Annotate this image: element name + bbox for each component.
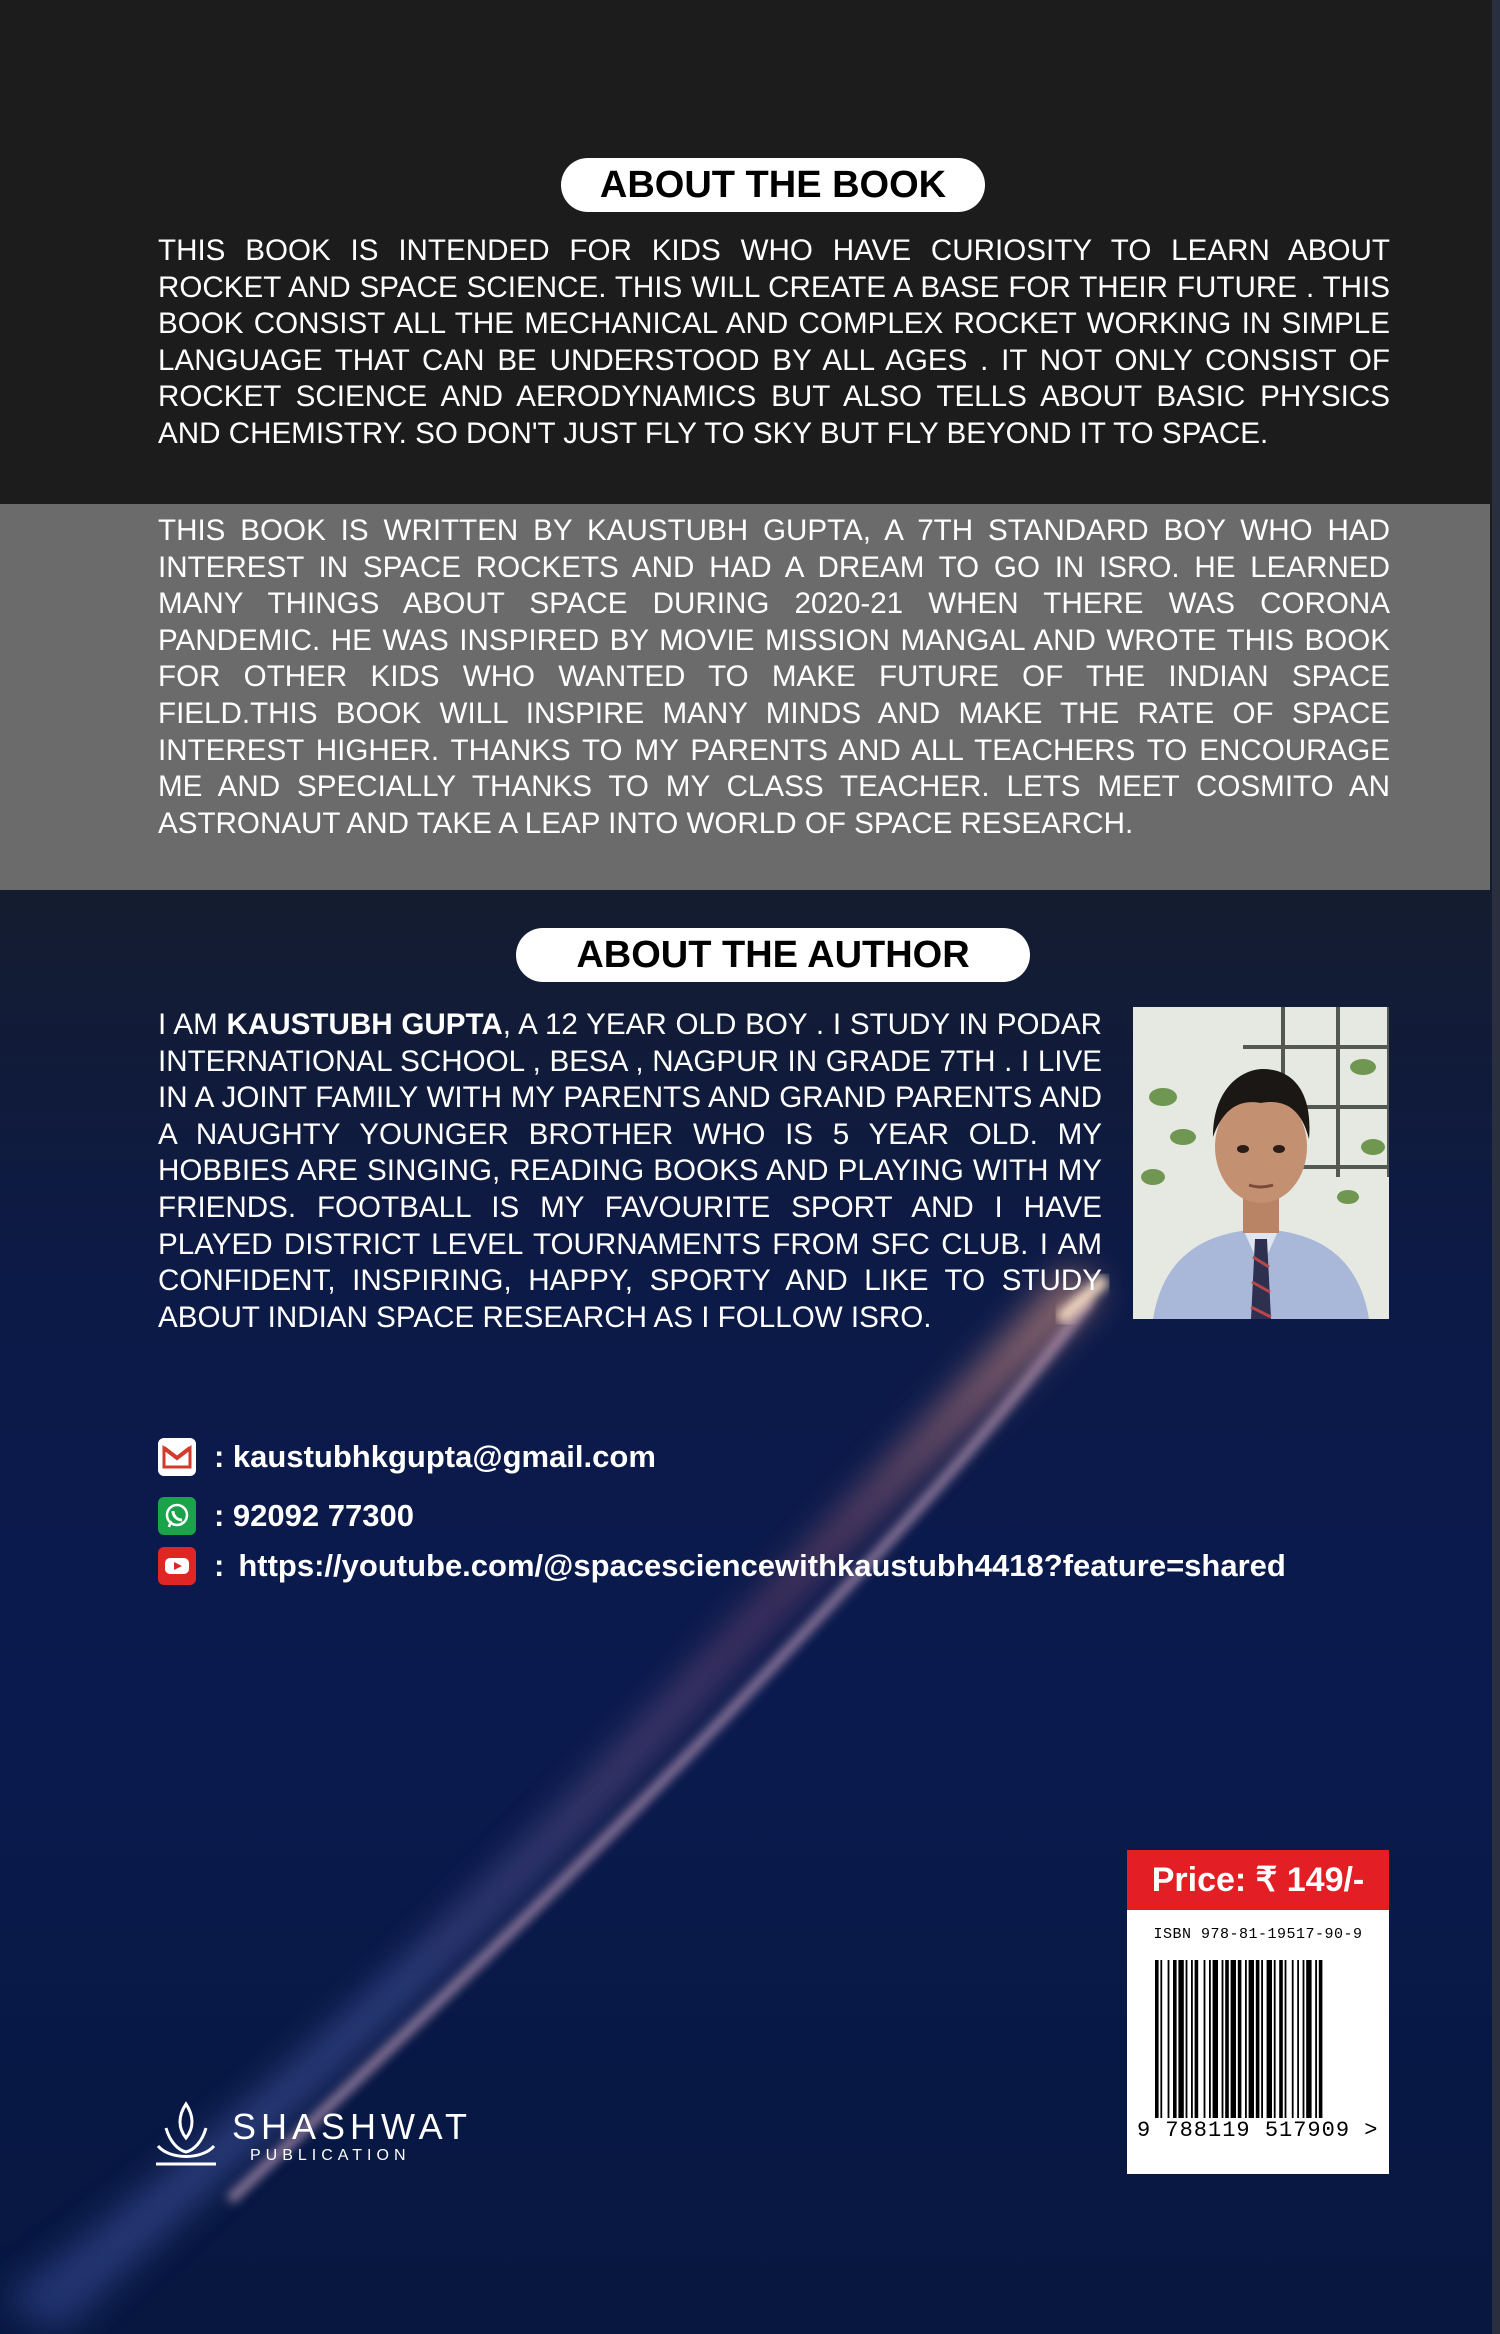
barcode: [1127, 1910, 1389, 2174]
author-intro: I AM: [158, 1008, 227, 1041]
whatsapp-icon: [158, 1497, 196, 1535]
phone-contact[interactable]: [158, 1497, 414, 1535]
cover-edge: [1492, 0, 1500, 2334]
publisher-name: SHASHWAT: [232, 2106, 473, 2147]
youtube-contact[interactable]: [158, 1547, 1286, 1585]
author-name: KAUSTUBH GUPTA: [226, 1008, 503, 1041]
isbn-label: ISBN 978-81-19517-90-9: [1153, 1926, 1363, 1943]
about-book-heading: ABOUT THE BOOK: [561, 158, 985, 212]
author-body: , A 12 YEAR OLD BOY . I STUDY IN PODAR INTERNATIONAL SCHOOL , BESA , NAGPUR IN GRADE 7TH . I LIVE IN A JOINT FAMILY WITH MY PARENTS AND GRAND PARENTS AND A NAUGHTY YOUNGER BROTHER WHO IS 5 YEAR OLD. MY HOBBIES ARE SINGING, READING BOOKS AND PLAYING WITH MY FRIENDS. FOOTBALL IS MY FAVOURITE SPORT AND I HAVE PLAYED DISTRICT LEVEL TOURNAMENTS FROM SFC CLUB. I AM CONFIDENT, INSPIRING, HAPPY, SPORTY AND LIKE TO STUDY ABOUT INDIAN SPACE RESEARCH AS I FOLLOW ISRO.: [158, 1008, 1102, 1334]
about-book-paragraph: THIS BOOK IS INTENDED FOR KIDS WHO HAVE CURIOSITY TO LEARN ABOUT ROCKET AND SPACE SCIENCE. THIS WILL CREATE A BASE FOR THEIR FUTURE . THIS BOOK CONSIST ALL THE MECHANICAL AND COMPLEX ROCKET WORKING IN SIMPLE LANGUAGE THAT CAN BE UNDERSTOOD BY ALL AGES . IT NOT ONLY CONSIST OF ROCKET SCIENCE AND AERODYNAMICS BUT ALSO TELLS ABOUT BASIC PHYSICS AND CHEMISTRY. SO DON'T JUST FLY TO SKY BUT FLY BEYOND IT TO SPACE.: [158, 234, 1390, 450]
about-book-author-paragraph: THIS BOOK IS WRITTEN BY KAUSTUBH GUPTA, A 7TH STANDARD BOY WHO HAD INTEREST IN SPACE ROCKETS AND HAD A DREAM TO GO IN ISRO. HE LEARNED MANY THINGS ABOUT SPACE DURING 2020-21 WHEN THERE WAS CORONA PANDEMIC. HE WAS INSPIRED BY MOVIE MISSION MANGAL AND WROTE THIS BOOK FOR OTHER KIDS WHO WANTED TO MAKE FUTURE OF THE INDIAN SPACE FIELD.THIS BOOK WILL INSPIRE MANY MINDS AND MAKE THE RATE OF SPACE INTEREST HIGHER. THANKS TO MY PARENTS AND ALL TEACHERS TO ENCOURAGE ME AND SPECIALLY THANKS TO MY CLASS TEACHER. LETS MEET COSMITO AN ASTRONAUT AND TAKE A LEAP INTO WORLD OF SPACE RESEARCH.: [158, 514, 1390, 840]
youtube-separator: :: [214, 1548, 225, 1583]
youtube-icon: [158, 1547, 196, 1585]
barcode-bars: [1155, 1960, 1361, 2128]
gmail-icon: [158, 1438, 196, 1476]
email-contact[interactable]: [158, 1438, 656, 1476]
email-text[interactable]: : kaustubhkgupta@gmail.com: [214, 1439, 656, 1474]
publisher-sub: PUBLICATION: [250, 2147, 411, 2164]
youtube-link[interactable]: https://youtube.com/@spacesciencewithkaustubh4418?feature=shared: [238, 1548, 1286, 1583]
phone-text[interactable]: : 92092 77300: [214, 1498, 414, 1533]
price-tag: Price: ₹ 149/-: [1127, 1850, 1389, 1910]
about-author-heading: ABOUT THE AUTHOR: [516, 928, 1030, 982]
about-author-paragraph: [158, 1007, 1102, 1336]
isbn-digits: 9 788119 517909 >: [1137, 2118, 1387, 2143]
author-photo: [1133, 1007, 1389, 1319]
